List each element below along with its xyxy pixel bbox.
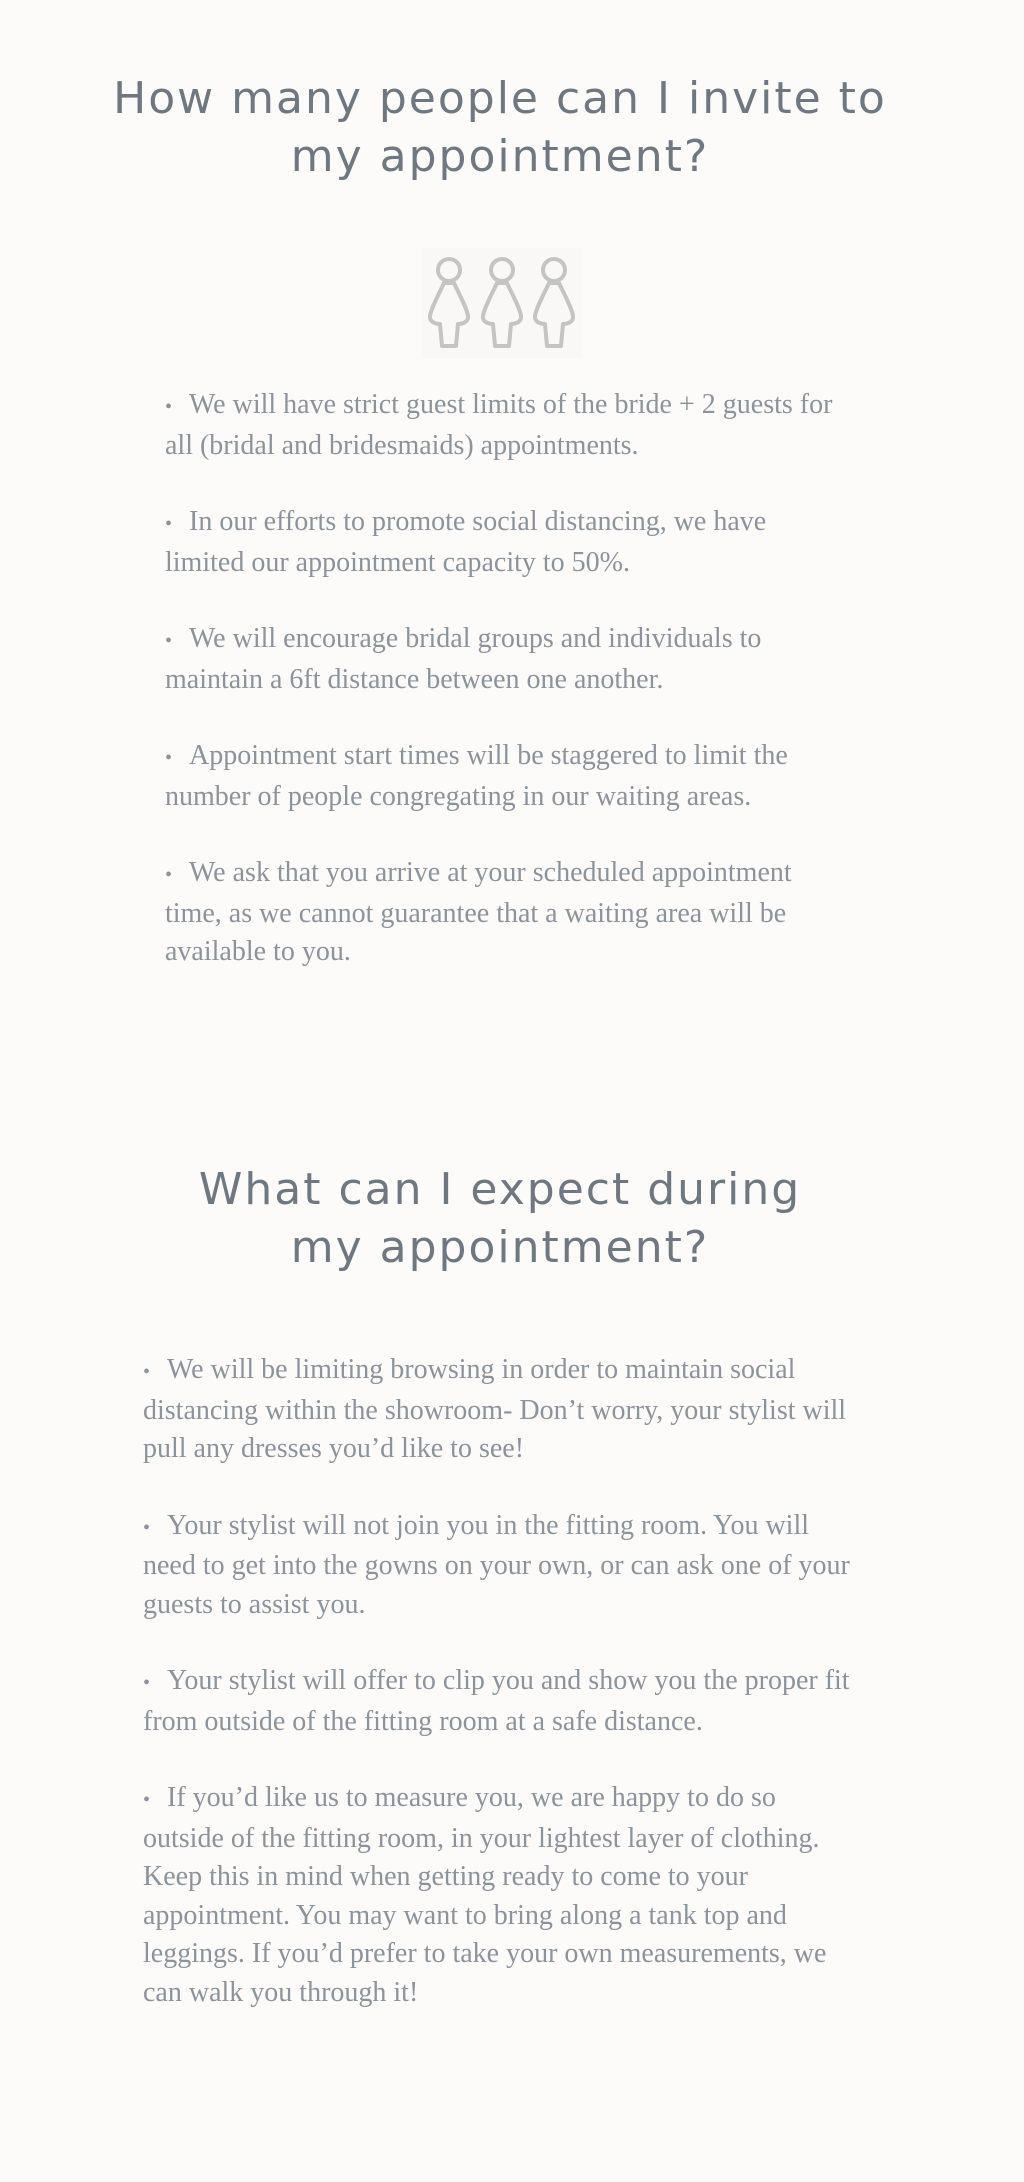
bullet: • [165, 747, 173, 769]
list-item-text: We ask that you arrive at your scheduled appointment time, as we cannot guarantee that a waiting area will be available to you. [165, 857, 792, 967]
list-item [165, 737, 845, 816]
list-item [143, 1351, 853, 1469]
list-item [165, 386, 845, 465]
list-item-text: We will encourage bridal groups and individuals to maintain a 6ft distance between one another. [165, 623, 762, 695]
section1-heading-line1: How many people can I invite to [113, 73, 887, 124]
list-item-text: If you’d like us to measure you, we are happy to do so outside of the fitting room, in your lightest layer of clothing. Keep this in mind when getting ready to come to your appointment. You may want to bring along a tank top and leggings. If you’d prefer to take your own measurements, we can walk you through it! [143, 1782, 827, 2008]
list-item-text: Your stylist will not join you in the fitting room. You will need to get into the gowns on your own, or can ask one of your guests to assist you. [143, 1509, 850, 1620]
section1-heading [0, 70, 1000, 186]
list-item-text: In our efforts to promote social distancing, we have limited our appointment capacity to 50%. [165, 506, 767, 578]
bullet: • [143, 1361, 151, 1383]
bullet: • [165, 864, 173, 886]
list-item-text: Your stylist will offer to clip you and show you the proper fit from outside of the fitting room at a safe distance. [143, 1665, 850, 1737]
list-item-text: Appointment start times will be staggered to limit the number of people congregating in our waiting areas. [165, 740, 788, 812]
bullet: • [165, 513, 173, 535]
bullet: • [143, 1672, 151, 1694]
list-item [143, 1662, 853, 1741]
bullet: • [143, 1516, 151, 1539]
section2-heading [0, 1161, 1000, 1277]
list-item [165, 503, 845, 582]
list-item [143, 1507, 853, 1625]
bullet: • [165, 396, 173, 418]
list-item [165, 854, 845, 972]
guest-policy-list [165, 386, 845, 1010]
list-item [165, 620, 845, 699]
bullet: • [143, 1789, 151, 1811]
section2-heading-line1: What can I expect during [198, 1164, 802, 1215]
list-item-text: We will have strict guest limits of the bride + 2 guests for all (bridal and bridesmaids) appointments. [165, 389, 833, 461]
bullet: • [165, 630, 173, 652]
three-women-icon [422, 248, 582, 358]
appointment-expectations-list [143, 1351, 853, 2050]
section2-heading-line2: my appointment? [290, 1222, 710, 1273]
list-item [143, 1779, 853, 2012]
list-item-text: We will be limiting browsing in order to maintain social distancing within the showroom- Don’t worry, your stylist will pull any dresses you’d like to see! [143, 1354, 847, 1464]
section1-heading-line2: my appointment? [290, 131, 710, 182]
